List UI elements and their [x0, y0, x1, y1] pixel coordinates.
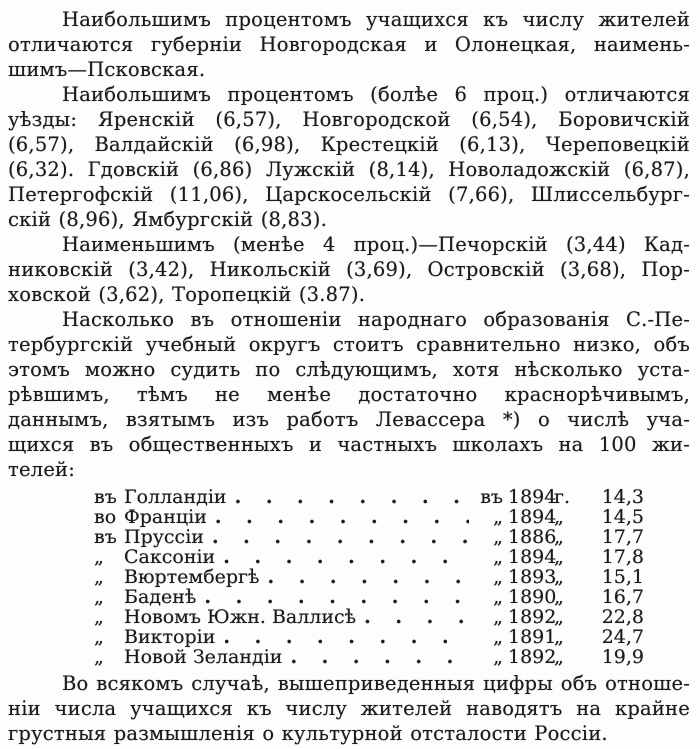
table-row — [94, 487, 644, 507]
ratio-value: 24,7 — [601, 626, 644, 648]
text-line: Насколько въ отношеніи народнаго образованія С.-Пе- — [62, 308, 690, 331]
year-value: 1892 — [508, 646, 557, 668]
text-line: Наибольшимъ процентомъ (болѣе 6 проц.) отличаются — [62, 83, 690, 106]
text-line: этомъ можно судить по слѣдующимъ, хотя нѣсколько уста- — [8, 358, 690, 381]
ratio-value: 16,7 — [601, 586, 644, 608]
text-line: рѣвшимъ, тѣмъ не менѣе достаточно краснорѣчивымъ, — [8, 383, 690, 406]
year-value: 1893 — [508, 566, 557, 588]
year-suffix: „ — [554, 586, 564, 608]
row-prefix: во — [94, 506, 117, 528]
year-value: 1894 — [508, 506, 557, 528]
text-line: тербургскій учебный округъ стоитъ сравнительно низко, объ — [8, 333, 690, 356]
dot-leader — [223, 547, 469, 567]
row-prefix: „ — [94, 626, 104, 648]
year-value: 1894 — [508, 546, 557, 568]
table-row — [94, 587, 644, 607]
dot-leader — [215, 507, 469, 527]
year-prefix: „ — [493, 566, 503, 588]
year-suffix: „ — [554, 566, 564, 588]
year-prefix: „ — [493, 646, 503, 668]
ratio-value: 14,3 — [601, 486, 644, 508]
text-line: ніи числа учащихся къ числу жителей наводятъ на крайне — [8, 697, 690, 720]
country-name: Новой Зеландіи — [124, 646, 283, 668]
row-prefix: въ — [94, 486, 117, 508]
year-suffix: г. — [554, 486, 570, 508]
ratio-value: 17,7 — [601, 526, 644, 548]
table-row — [94, 547, 644, 567]
year-suffix: „ — [554, 526, 564, 548]
ratio-value: 14,5 — [601, 506, 644, 528]
text-line: щихся въ общественныхъ и частныхъ школахъ на 100 жи- — [8, 433, 690, 456]
row-prefix: „ — [94, 646, 104, 668]
paragraph — [8, 232, 690, 307]
dot-leader — [364, 607, 469, 627]
text-line: даннымъ, взятымъ изъ работъ Левассера *) о числѣ уча- — [8, 408, 690, 431]
dot-leader — [267, 567, 469, 587]
text-line: уѣзды: Яренскій (6,57), Новгородской (6,54), Боровичскій — [8, 108, 690, 131]
year-suffix: „ — [554, 646, 564, 668]
ratio-value: 22,8 — [601, 606, 644, 628]
dot-leader — [223, 627, 469, 647]
year-value: 1892 — [508, 606, 557, 628]
dot-leader — [235, 487, 469, 507]
paragraph — [8, 307, 690, 482]
ratio-value: 15,1 — [601, 566, 644, 588]
text-line: (6,32). Гдовскій (6,86) Лужскій (8,14), Новоладожскій (6,87), — [8, 158, 690, 181]
year-prefix: „ — [493, 506, 503, 528]
ratio-value: 17,8 — [601, 546, 644, 568]
dot-leader — [290, 647, 469, 667]
text-line: Петергофскій (11,06), Царскосельскій (7,66), Шлиссельбург- — [8, 183, 690, 206]
table-row — [94, 647, 644, 667]
country-name: Новомъ Южн. Валлисѣ — [124, 606, 357, 628]
year-suffix: „ — [554, 546, 564, 568]
text-line: (6,57), Валдайскій (6,98), Крестецкій (6,13), Череповецкій — [8, 133, 690, 156]
paragraph — [8, 82, 690, 232]
country-name: Саксоніи — [124, 546, 216, 568]
year-value: 1890 — [508, 586, 557, 608]
text-line: телей: — [8, 458, 76, 481]
row-prefix: „ — [94, 566, 104, 588]
row-prefix: „ — [94, 546, 104, 568]
year-prefix: „ — [493, 606, 503, 628]
students-per-100-table — [94, 487, 644, 667]
year-suffix: „ — [554, 506, 564, 528]
text-line: Во всякомъ случаѣ, вышеприведенныя цифры объ отноше- — [62, 672, 690, 695]
year-value: 1891 — [508, 626, 557, 648]
year-prefix: „ — [493, 546, 503, 568]
text-line: шимъ—Псковская. — [8, 58, 206, 81]
year-value: 1886 — [508, 526, 557, 548]
table-row — [94, 627, 644, 647]
text-line: никовскій (3,42), Никольскій (3,69), Островскій (3,68), Пор- — [8, 258, 690, 281]
text-line: ховской (3,62), Торопецкій (3.87). — [8, 283, 366, 306]
text-line: скій (8,96), Ямбургскій (8,83). — [8, 208, 327, 231]
year-prefix: „ — [493, 586, 503, 608]
row-prefix: въ — [94, 526, 117, 548]
paragraph — [8, 671, 690, 746]
country-name: Вюртембергѣ — [124, 566, 260, 588]
year-prefix: „ — [493, 626, 503, 648]
ratio-value: 19,9 — [601, 646, 644, 668]
year-value: 1894 — [508, 486, 557, 508]
year-suffix: „ — [554, 626, 564, 648]
row-prefix: „ — [94, 586, 104, 608]
year-prefix: въ — [480, 486, 503, 508]
year-suffix: „ — [554, 606, 564, 628]
paragraph — [8, 7, 690, 82]
table-row — [94, 507, 644, 527]
country-name: Франціи — [124, 506, 207, 528]
table-row — [94, 527, 644, 547]
table-row — [94, 607, 644, 627]
dot-leader — [212, 527, 469, 547]
row-prefix: „ — [94, 606, 104, 628]
country-name: Голландіи — [124, 486, 227, 508]
table-row — [94, 567, 644, 587]
country-name: Баденѣ — [124, 586, 197, 608]
country-name: Пруссіи — [124, 526, 204, 548]
text-line: отличаются губерніи Новгородская и Олонецкая, наимень- — [8, 33, 690, 56]
dot-leader — [204, 587, 469, 607]
text-line: Наименьшимъ (менѣе 4 проц.)—Печорскій (3,44) Кад- — [62, 233, 690, 256]
country-name: Викторіи — [124, 626, 216, 648]
text-line: Наибольшимъ процентомъ учащихся къ числу жителей — [62, 8, 690, 31]
year-prefix: „ — [493, 526, 503, 548]
text-line: грустныя размышленія о культурной отсталости Россіи. — [8, 722, 608, 745]
